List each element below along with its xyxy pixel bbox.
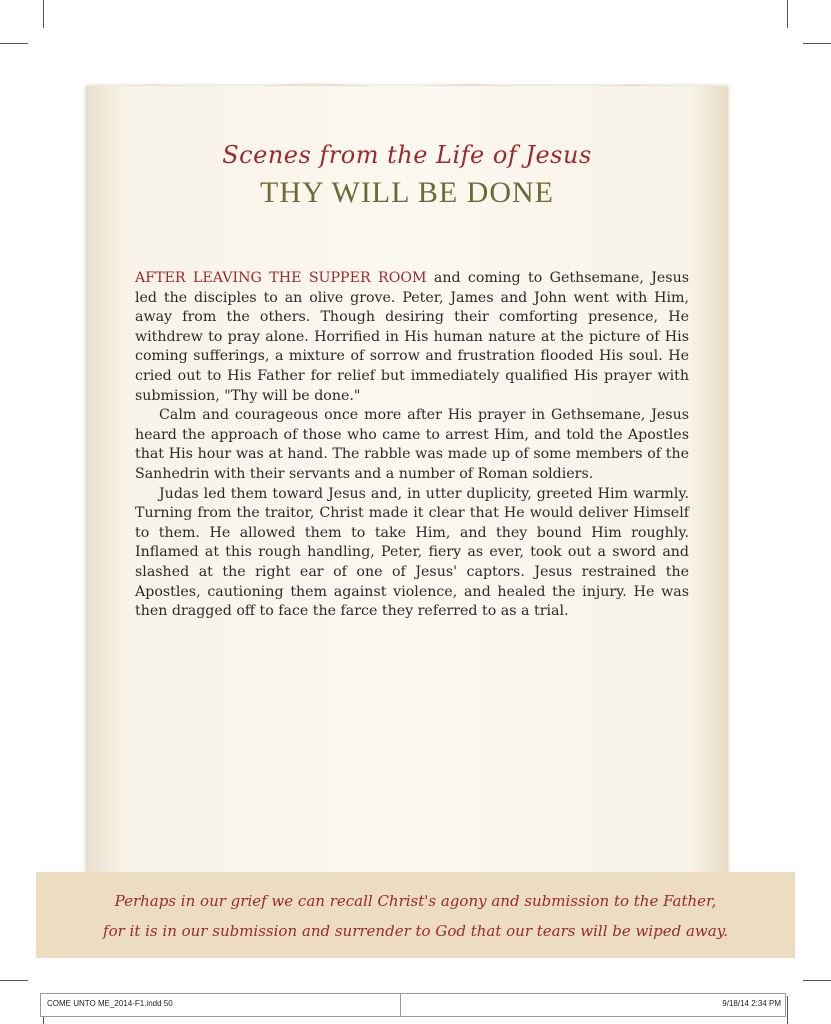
page-title: THY WILL BE DONE (260, 176, 554, 209)
paragraph-3: Judas led them toward Jesus and, in utter duplicity, greeted Him warmly. Turning from the traitor, Christ made it clear that He would deliver Himself to them. He allowed them to take Him, and they bound Him roughly. Inflamed at this rough handling, Peter, fiery as ever, took out a sword and slashed at the right ear of one of Jesus' captors. Jesus restrained the Apostles, cautioning them against violence, and healed the injury. He was then dragged off to face the farce they referred to as a trial. (135, 485, 689, 620)
quote-line-2: for it is in our submission and surrender to God that our tears will be wiped away. (103, 922, 728, 940)
paragraph-2: Calm and courageous once more after His prayer in Gethsemane, Jesus heard the approach of those who came to arrest Him, and told the Apostles that His hour was at hand. The rabble was made up of some members of the Sanhedrin with their servants and a number of Roman soldiers. (135, 407, 689, 482)
crop-mark-top-left-h (0, 43, 28, 44)
crop-mark-top-right-h (803, 43, 831, 44)
series-subtitle: Scenes from the Life of Jesus (222, 141, 592, 169)
story-text (135, 269, 689, 622)
slug-file-text: COME UNTO ME_2014-F1.indd 50 (47, 999, 173, 1008)
crop-mark-top-right (787, 0, 788, 28)
quote-line-1: Perhaps in our grief we can recall Christ's agony and submission to the Father, (114, 892, 717, 910)
crop-mark-bottom-left-h (0, 980, 28, 981)
reflection-quote-band (36, 872, 795, 958)
slug-file-name (40, 993, 408, 1017)
crop-mark-bottom-right (787, 996, 788, 1024)
crop-mark-bottom-right-h (803, 980, 831, 981)
slug-date (400, 993, 786, 1017)
slug-date-text: 9/18/14 2:34 PM (722, 999, 781, 1008)
crop-mark-top-left (43, 0, 44, 28)
lead-in: AFTER LEAVING THE SUPPER ROOM (135, 270, 427, 286)
paragraph-1-text: and coming to Gethsemane, Jesus led the disciples to an olive grove. Peter, James and John went with Him, away from the others. Though desiring their comforting presence, He withdrew to pray alone. Horrified in His human nature at the picture of His coming sufferings, a mixture of sorrow and frustration flooded His soul. He cried out to His Father for relief but immediately qualified His prayer with submission, "Thy will be done." (135, 270, 689, 404)
paragraph-1 (135, 269, 689, 406)
